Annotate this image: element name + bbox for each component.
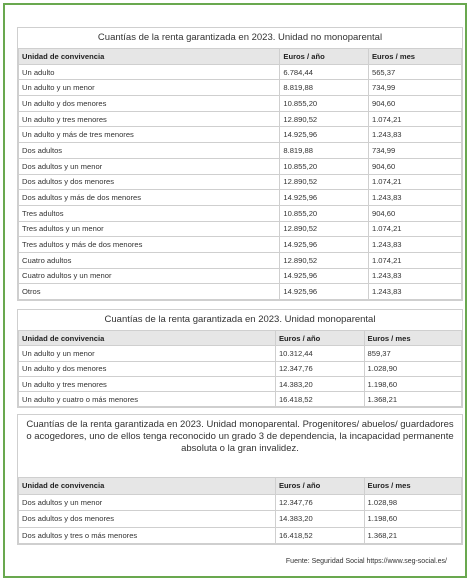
table-row	[19, 205, 462, 221]
table-row	[19, 494, 462, 511]
column-header-year: Euros / año	[280, 49, 369, 65]
cell-euros-month: 1.243,83	[368, 268, 461, 284]
cell-unit: Un adulto y un menor	[19, 346, 276, 361]
column-header-year: Euros / año	[275, 478, 364, 495]
infographic-frame	[3, 3, 467, 578]
cell-euros-month: 904,60	[368, 96, 461, 112]
cell-euros-month: 1.243,83	[368, 190, 461, 206]
cell-unit: Otros	[19, 284, 280, 300]
cell-unit: Dos adultos y un menor	[19, 494, 276, 511]
cell-unit: Un adulto y más de tres menores	[19, 127, 280, 143]
cell-euros-year: 14.925,96	[280, 237, 369, 253]
cell-unit: Dos adultos	[19, 143, 280, 159]
cell-unit: Un adulto y dos menores	[19, 96, 280, 112]
cell-euros-year: 16.418,52	[275, 392, 364, 407]
cell-euros-month: 1.368,21	[364, 392, 461, 407]
table-monoparental	[17, 309, 463, 408]
cell-euros-month: 1.198,60	[364, 376, 461, 391]
cell-unit: Un adulto y tres menores	[19, 376, 276, 391]
table-row	[19, 511, 462, 528]
table-row	[19, 96, 462, 112]
cell-euros-year: 8.819,88	[280, 80, 369, 96]
cell-euros-year: 12.347,76	[275, 494, 364, 511]
cell-unit: Un adulto y un menor	[19, 80, 280, 96]
cell-euros-month: 1.074,21	[368, 174, 461, 190]
table-title: Cuantías de la renta garantizada en 2023. Unidad monoparental. Progenitores/ abuelos/ guardadores o acogedores, uno de ellos tenga reconocido un grado 3 de dependencia, la incapacidad permanente absoluta o la gran invalidez.	[26, 419, 454, 454]
cell-unit: Dos adultos y tres o más menores	[19, 527, 276, 544]
cell-euros-month: 904,60	[368, 205, 461, 221]
cell-unit: Dos adultos y dos menores	[19, 174, 280, 190]
cell-euros-year: 10.855,20	[280, 96, 369, 112]
table-header-row	[19, 478, 462, 495]
table-row	[19, 376, 462, 391]
table-row	[19, 221, 462, 237]
table-header-row	[19, 49, 462, 65]
cell-unit: Cuatro adultos	[19, 252, 280, 268]
table-row	[19, 190, 462, 206]
cell-euros-year: 12.890,52	[280, 111, 369, 127]
table-header-row	[19, 331, 462, 346]
cell-euros-month: 1.028,98	[364, 494, 461, 511]
cell-euros-year: 16.418,52	[275, 527, 364, 544]
table-row	[19, 80, 462, 96]
cell-euros-month: 1.074,21	[368, 111, 461, 127]
cell-euros-month: 1.243,83	[368, 284, 461, 300]
table-row	[19, 252, 462, 268]
table-row	[19, 268, 462, 284]
cell-euros-year: 14.383,20	[275, 511, 364, 528]
table-row	[19, 64, 462, 80]
table-monoparental-dependencia	[17, 414, 463, 545]
column-header-year: Euros / año	[275, 331, 364, 346]
table-row	[19, 527, 462, 544]
column-header-month: Euros / mes	[364, 331, 461, 346]
cell-unit: Dos adultos y un menor	[19, 158, 280, 174]
table-row	[19, 361, 462, 376]
table-row	[19, 111, 462, 127]
cell-euros-month: 859,37	[364, 346, 461, 361]
cell-euros-month: 1.243,83	[368, 237, 461, 253]
table-row	[19, 158, 462, 174]
cell-euros-month: 1.028,90	[364, 361, 461, 376]
cell-euros-year: 14.925,96	[280, 190, 369, 206]
table-row	[19, 392, 462, 407]
data-table	[18, 461, 462, 544]
cell-euros-year: 10.855,20	[280, 205, 369, 221]
cell-unit: Cuatro adultos y un menor	[19, 268, 280, 284]
column-header-unit: Unidad de convivencia	[19, 49, 280, 65]
table-row	[19, 237, 462, 253]
cell-euros-month: 1.074,21	[368, 221, 461, 237]
data-table	[18, 48, 462, 300]
cell-unit: Un adulto y dos menores	[19, 361, 276, 376]
table-row	[19, 284, 462, 300]
column-header-unit: Unidad de convivencia	[19, 478, 276, 495]
cell-euros-year: 10.855,20	[280, 158, 369, 174]
table-row	[19, 143, 462, 159]
cell-unit: Un adulto	[19, 64, 280, 80]
cell-euros-year: 12.890,52	[280, 221, 369, 237]
cell-unit: Un adulto y tres menores	[19, 111, 280, 127]
cell-unit: Un adulto y cuatro o más menores	[19, 392, 276, 407]
cell-euros-year: 12.347,76	[275, 361, 364, 376]
cell-unit: Dos adultos y más de dos menores	[19, 190, 280, 206]
column-header-month: Euros / mes	[368, 49, 461, 65]
cell-euros-year: 14.925,96	[280, 127, 369, 143]
spacer-row	[19, 461, 462, 478]
cell-euros-year: 12.890,52	[280, 174, 369, 190]
table-no-monoparental	[17, 27, 463, 301]
table-row	[19, 174, 462, 190]
cell-euros-month: 734,99	[368, 80, 461, 96]
cell-unit: Dos adultos y dos menores	[19, 511, 276, 528]
cell-unit: Tres adultos y un menor	[19, 221, 280, 237]
cell-euros-year: 12.890,52	[280, 252, 369, 268]
source-note: Fuente: Seguridad Social https://www.seg-social.es/	[285, 558, 447, 565]
cell-unit: Tres adultos	[19, 205, 280, 221]
cell-euros-month: 565,37	[368, 64, 461, 80]
cell-euros-month: 1.074,21	[368, 252, 461, 268]
cell-euros-month: 904,60	[368, 158, 461, 174]
table-title: Cuantías de la renta garantizada en 2023. Unidad no monoparental	[97, 32, 383, 43]
column-header-unit: Unidad de convivencia	[19, 331, 276, 346]
cell-euros-month: 1.198,60	[364, 511, 461, 528]
cell-euros-month: 1.368,21	[364, 527, 461, 544]
data-table	[18, 330, 462, 407]
column-header-month: Euros / mes	[364, 478, 461, 495]
cell-unit: Tres adultos y más de dos menores	[19, 237, 280, 253]
cell-euros-month: 734,99	[368, 143, 461, 159]
cell-euros-year: 8.819,88	[280, 143, 369, 159]
cell-euros-year: 10.312,44	[275, 346, 364, 361]
cell-euros-month: 1.243,83	[368, 127, 461, 143]
cell-euros-year: 6.784,44	[280, 64, 369, 80]
cell-euros-year: 14.383,20	[275, 376, 364, 391]
table-title: Cuantías de la renta garantizada en 2023. Unidad monoparental	[104, 314, 376, 325]
table-row	[19, 346, 462, 361]
cell-euros-year: 14.925,96	[280, 268, 369, 284]
table-row	[19, 127, 462, 143]
cell-euros-year: 14.925,96	[280, 284, 369, 300]
